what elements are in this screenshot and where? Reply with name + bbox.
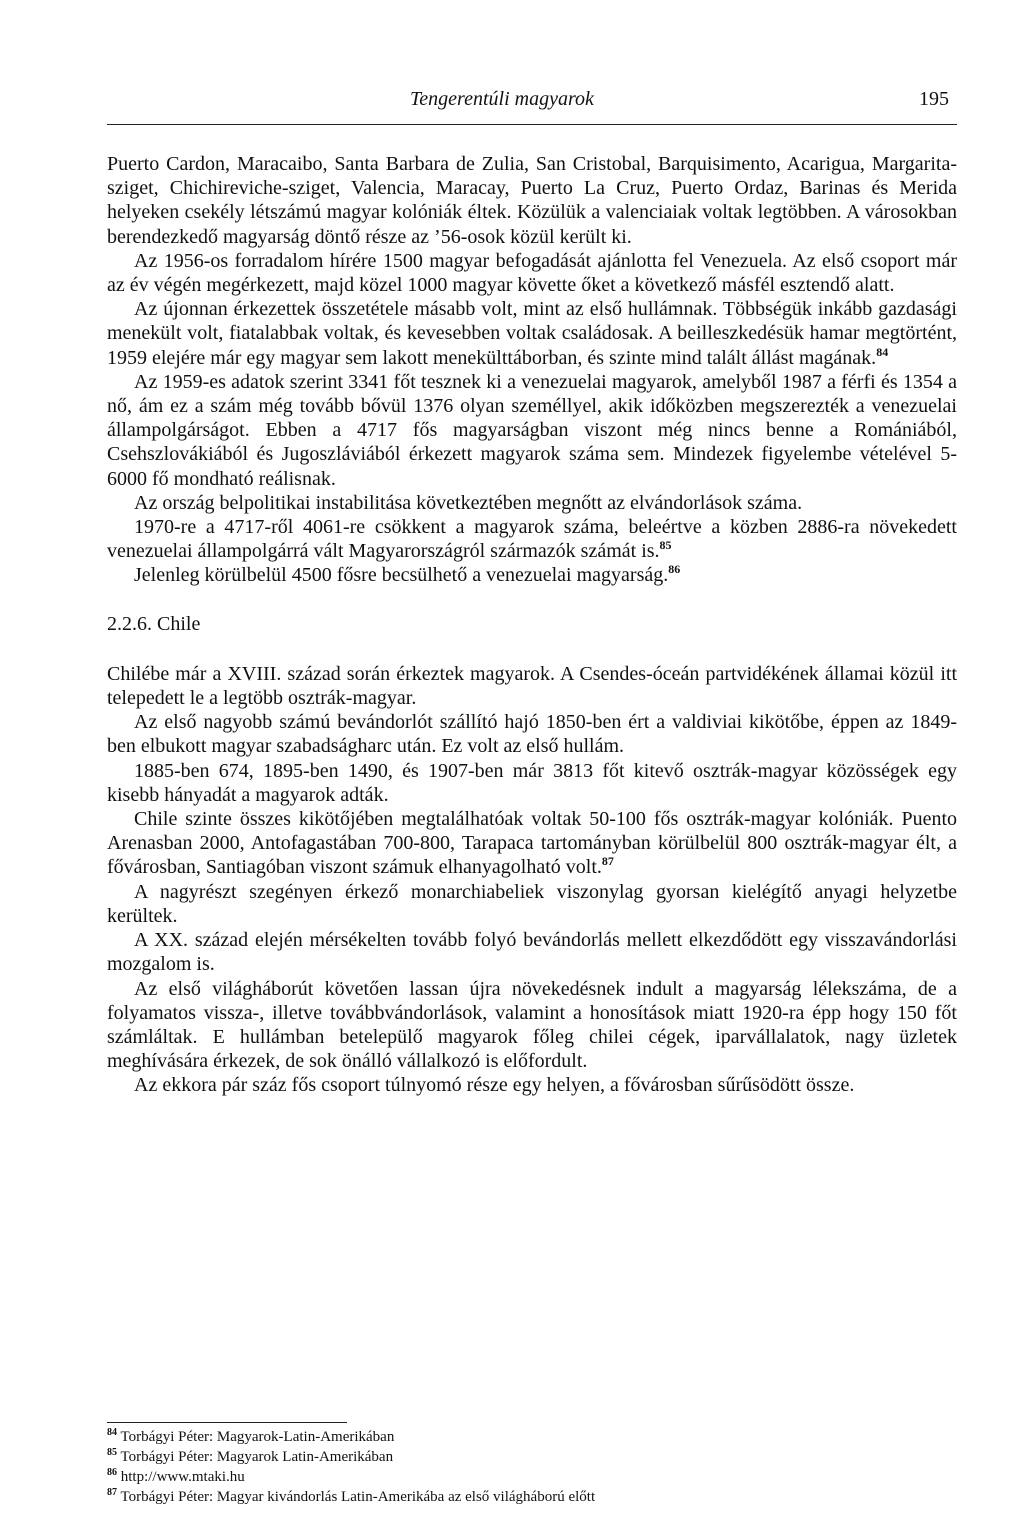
paragraph: 1885-ben 674, 1895-ben 1490, és 1907-ben már 3813 főt kitevő osztrák-magyar közösségek egy kisebb hányadát a magyarok adták. bbox=[107, 759, 957, 806]
footnote-ref: 87 bbox=[601, 854, 614, 869]
page-number: 195 bbox=[919, 88, 949, 110]
footnote: $^{84}$ Torbágyi Péter: Magyarok-Latin-Amerikában bbox=[107, 1427, 395, 1445]
paragraph: Az első világháborút követően lassan újra növekedésnek indult a magyarság lélekszáma, de a folyamatos vissza-, illetve továbbvándorlások, valamint a honosítások miatt 1920-ra épp hogy 150 főt számláltak. E hullámban betelepülő magyarok főleg chilei cégek, iparvállalatok, nagy üzletek meghívására érkezek, de sok önálló vállalkozó is előfordult. bbox=[107, 977, 957, 1073]
paragraph: Az első nagyobb számú bevándorlót szállító hajó 1850-ben ért a valdiviai kikötőbe, éppen az 1849-ben elbukott magyar szabadságharc után. Ez volt az első hullám. bbox=[107, 711, 957, 758]
paragraph: Az újonnan érkezettek összetétele másabb volt, mint az első hullámnak. Többségük inkább gazdasági menekült volt, fiatalabbak voltak, és kevesebben voltak családosak. A beilleszkedésük hamar megtörtént, 1959 elejére már egy magyar sem lakott menekülttáborban, és szinte mind talált állást magának.$^{84}$ bbox=[107, 298, 957, 369]
running-title: Tengerentúli magyarok bbox=[410, 88, 594, 110]
paragraph: A XX. század elején mérsékelten tovább folyó bevándorlás mellett elkezdődött egy visszavándorlási mozgalom is. bbox=[107, 929, 957, 976]
paragraph: Chilébe már a XVIII. század során érkeztek magyarok. A Csendes-óceán partvidékének államai közül itt telepedett le a legtöbb osztrák-magyar. bbox=[107, 662, 957, 710]
paragraph: A nagyrészt szegényen érkező monarchiabeliek viszonylag gyorsan kielégítő anyagi helyzetbe kerültek. bbox=[107, 880, 957, 927]
footnote-rule bbox=[107, 1422, 347, 1423]
header-rule bbox=[107, 124, 957, 125]
footnote: $^{86}$ http://www.mtaki.hu bbox=[107, 1467, 245, 1485]
paragraph: Az 1959-es adatok szerint 3341 főt tesznek ki a venezuelai magyarok, amelyből 1987 a férfi és 1354 a nő, ám ez a szám még tovább bővül 1376 olyan személlyel, akik időközben megszerezték a venezuelai állampolgárságot. Ebben a 4717 fős magyarságban viszont még nincs benne a Romániából, Csehszlovákiából és Jugoszláviából érkezett magyarok száma sem. Mindezek figyelembe vételével 5-6000 fő mondható reálisnak. bbox=[107, 370, 957, 490]
section-heading: 2.2.6. Chile bbox=[107, 612, 201, 635]
footnote: $^{87}$ Torbágyi Péter: Magyar kivándorlás Latin-Amerikába az első világháború előtt bbox=[107, 1487, 596, 1505]
paragraph: Chile szinte összes kikötőjében megtalálhatóak voltak 50-100 fős osztrák-magyar kolóniák. Puento Arenasban 2000, Antofagastában 700-800, Tarapaca tartományban körülbelül 800 osztrák-magyar élt, a fővárosban, Santiagóban viszont számuk elhanyagolható volt.$^{87}$ bbox=[107, 808, 957, 879]
footnote-ref: 84 bbox=[876, 344, 889, 359]
body-text bbox=[107, 152, 957, 1098]
footnotes bbox=[107, 1427, 957, 1507]
footnote: $^{85}$ Torbágyi Péter: Magyarok Latin-Amerikában bbox=[107, 1447, 394, 1465]
paragraph: Az ekkora pár száz fős csoport túlnyomó része egy helyen, a fővárosban sűrűsödött össze. bbox=[134, 1074, 855, 1097]
paragraph: Puerto Cardon, Maracaibo, Santa Barbara de Zulia, San Cristobal, Barquisimento, Acarigua, Margarita-sziget, Chichireviche-sziget, Valencia, Maracay, Puerto La Cruz, Puerto Ordaz, Barinas és Merida helyeken csekély létszámú magyar kolóniák éltek. Közülük a valenciaiak voltak legtöbben. A városokban berendezkedő magyarság döntő része az ’56-osok közül került ki. bbox=[107, 153, 957, 248]
paragraph: Jelenleg körülbelül 4500 fősre becsülhető a venezuelai magyarság.$^{86}$ bbox=[134, 562, 681, 587]
page-header bbox=[107, 88, 957, 118]
paragraph: Az 1956-os forradalom hírére 1500 magyar befogadását ajánlotta fel Venezuela. Az első csoport már az év végén megérkezett, majd közel 1000 magyar követte őket a következő másfél esztendő alatt. bbox=[107, 249, 957, 297]
paragraph: 1970-re a 4717-ről 4061-re csökkent a magyarok száma, beleértve a közben 2886-ra növekedett venezuelai állampolgárrá vált Magyarországról származók számát is.$^{85}$ bbox=[107, 516, 957, 563]
footnote-ref: 85 bbox=[659, 538, 672, 553]
paragraph: Az ország belpolitikai instabilitása következtében megnőtt az elvándorlások száma. bbox=[134, 491, 803, 514]
footnote-ref: 86 bbox=[668, 562, 681, 577]
